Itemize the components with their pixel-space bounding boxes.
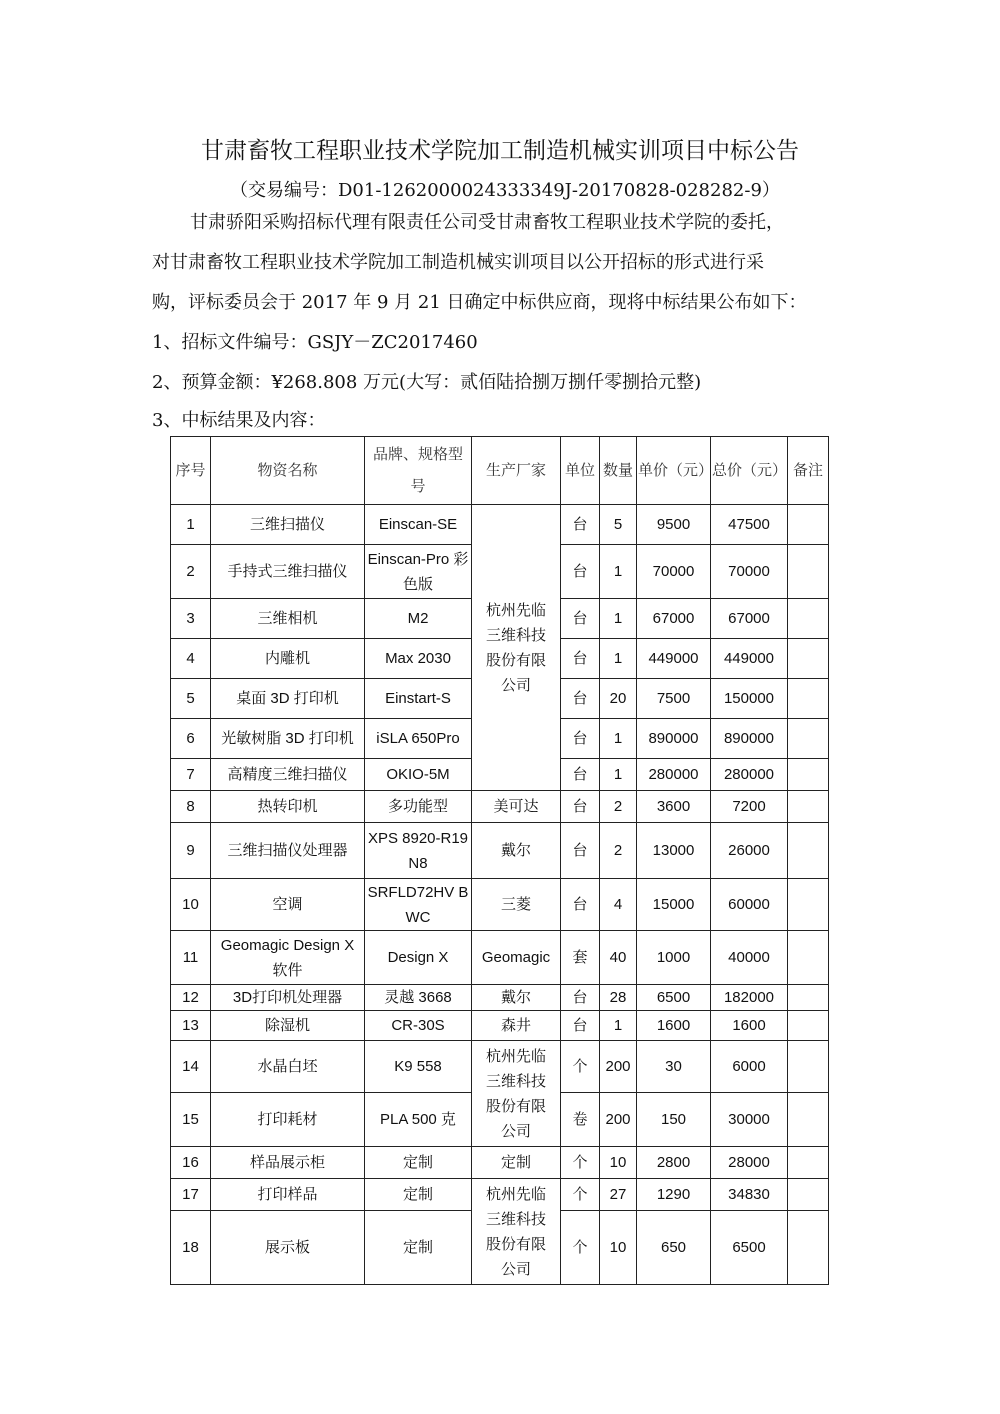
unit-price-cell: 650 — [637, 1211, 711, 1285]
table-row — [171, 505, 829, 545]
model-cell: K9 558 — [365, 1041, 472, 1093]
index-cell: 12 — [171, 985, 211, 1011]
manufacturer-cell: 杭州先临三维科技股份有限公司 — [472, 1041, 561, 1147]
column-header: 单价（元） — [637, 437, 711, 505]
manufacturer-cell: Geomagic — [472, 931, 561, 985]
quantity-cell: 27 — [600, 1179, 637, 1211]
paragraph-line: 购，评标委员会于 2017 年 9 月 21 日确定中标供应商，现将中标结果公布如下： — [152, 292, 807, 313]
index-cell: 10 — [171, 879, 211, 931]
quantity-cell: 2 — [600, 791, 637, 823]
remark-cell — [788, 1011, 829, 1041]
total-price-cell: 150000 — [711, 679, 788, 719]
quantity-cell: 1 — [600, 639, 637, 679]
unit-cell: 台 — [561, 599, 600, 639]
quantity-cell: 40 — [600, 931, 637, 985]
table-row — [171, 823, 829, 879]
item-name-cell: 打印耗材 — [211, 1093, 365, 1147]
index-cell: 9 — [171, 823, 211, 879]
result-heading: 3、中标结果及内容： — [152, 410, 326, 431]
model-cell: 定制 — [365, 1179, 472, 1211]
quantity-cell: 1 — [600, 1011, 637, 1041]
index-cell: 1 — [171, 505, 211, 545]
manufacturer-cell: 三菱 — [472, 879, 561, 931]
total-price-cell: 890000 — [711, 719, 788, 759]
index-cell: 18 — [171, 1211, 211, 1285]
remark-cell — [788, 1093, 829, 1147]
unit-cell: 个 — [561, 1041, 600, 1093]
trade-number: （交易编号：D01-1262000024333349J-20170828-028282-9） — [230, 180, 780, 201]
item-name-cell: 3D打印机处理器 — [211, 985, 365, 1011]
item-name-cell: Geomagic Design X 软件 — [211, 931, 365, 985]
unit-price-cell: 70000 — [637, 545, 711, 599]
unit-price-cell: 7500 — [637, 679, 711, 719]
index-cell: 15 — [171, 1093, 211, 1147]
item-name-cell: 三维扫描仪 — [211, 505, 365, 545]
column-header: 备注 — [788, 437, 829, 505]
unit-cell: 台 — [561, 985, 600, 1011]
remark-cell — [788, 1041, 829, 1093]
model-cell: XPS 8920-R19N8 — [365, 823, 472, 879]
index-cell: 5 — [171, 679, 211, 719]
index-cell: 2 — [171, 545, 211, 599]
table-row — [171, 1147, 829, 1179]
model-cell: Einstart-S — [365, 679, 472, 719]
remark-cell — [788, 791, 829, 823]
model-cell: iSLA 650Pro — [365, 719, 472, 759]
model-cell: SRFLD72HV BWC — [365, 879, 472, 931]
award-table — [170, 436, 829, 1285]
table-row — [171, 1011, 829, 1041]
unit-price-cell: 13000 — [637, 823, 711, 879]
remark-cell — [788, 505, 829, 545]
model-cell: CR-30S — [365, 1011, 472, 1041]
total-price-cell: 47500 — [711, 505, 788, 545]
index-cell: 8 — [171, 791, 211, 823]
remark-cell — [788, 679, 829, 719]
item-name-cell: 内雕机 — [211, 639, 365, 679]
model-cell: Max 2030 — [365, 639, 472, 679]
unit-cell: 台 — [561, 823, 600, 879]
model-cell: Design X — [365, 931, 472, 985]
budget-amount: 2、预算金额：¥268.808 万元(大写：贰佰陆拾捌万捌仟零捌拾元整) — [152, 372, 702, 393]
model-cell: PLA 500 克 — [365, 1093, 472, 1147]
unit-price-cell: 890000 — [637, 719, 711, 759]
quantity-cell: 10 — [600, 1211, 637, 1285]
quantity-cell: 1 — [600, 719, 637, 759]
table-row — [171, 1041, 829, 1093]
table-header-row — [171, 437, 829, 505]
remark-cell — [788, 545, 829, 599]
column-header: 单位 — [561, 437, 600, 505]
item-name-cell: 高精度三维扫描仪 — [211, 759, 365, 791]
unit-cell: 台 — [561, 879, 600, 931]
index-cell: 14 — [171, 1041, 211, 1093]
quantity-cell: 1 — [600, 759, 637, 791]
model-cell: M2 — [365, 599, 472, 639]
total-price-cell: 60000 — [711, 879, 788, 931]
quantity-cell: 2 — [600, 823, 637, 879]
total-price-cell: 40000 — [711, 931, 788, 985]
index-cell: 17 — [171, 1179, 211, 1211]
index-cell: 16 — [171, 1147, 211, 1179]
item-name-cell: 手持式三维扫描仪 — [211, 545, 365, 599]
quantity-cell: 200 — [600, 1093, 637, 1147]
manufacturer-cell: 森井 — [472, 1011, 561, 1041]
column-header: 序号 — [171, 437, 211, 505]
item-name-cell: 除湿机 — [211, 1011, 365, 1041]
unit-cell: 台 — [561, 545, 600, 599]
column-header: 生产厂家 — [472, 437, 561, 505]
unit-price-cell: 30 — [637, 1041, 711, 1093]
manufacturer-cell: 戴尔 — [472, 985, 561, 1011]
column-header: 数量 — [600, 437, 637, 505]
unit-price-cell: 1600 — [637, 1011, 711, 1041]
remark-cell — [788, 1147, 829, 1179]
quantity-cell: 1 — [600, 599, 637, 639]
paragraph-line: 甘肃骄阳采购招标代理有限责任公司受甘肃畜牧工程职业技术学院的委托， — [190, 212, 784, 233]
column-header: 品牌、规格型号 — [365, 437, 472, 505]
unit-cell: 台 — [561, 1011, 600, 1041]
unit-price-cell: 2800 — [637, 1147, 711, 1179]
total-price-cell: 34830 — [711, 1179, 788, 1211]
unit-cell: 台 — [561, 505, 600, 545]
unit-cell: 台 — [561, 759, 600, 791]
quantity-cell: 5 — [600, 505, 637, 545]
unit-price-cell: 67000 — [637, 599, 711, 639]
total-price-cell: 67000 — [711, 599, 788, 639]
total-price-cell: 182000 — [711, 985, 788, 1011]
model-cell: 灵越 3668 — [365, 985, 472, 1011]
page-title: 甘肃畜牧工程职业技术学院加工制造机械实训项目中标公告 — [201, 138, 799, 164]
unit-price-cell: 150 — [637, 1093, 711, 1147]
quantity-cell: 200 — [600, 1041, 637, 1093]
column-header: 物资名称 — [211, 437, 365, 505]
total-price-cell: 26000 — [711, 823, 788, 879]
total-price-cell: 30000 — [711, 1093, 788, 1147]
unit-cell: 卷 — [561, 1093, 600, 1147]
paragraph-line: 对甘肃畜牧工程职业技术学院加工制造机械实训项目以公开招标的形式进行采 — [152, 252, 764, 273]
index-cell: 3 — [171, 599, 211, 639]
item-name-cell: 空调 — [211, 879, 365, 931]
unit-price-cell: 449000 — [637, 639, 711, 679]
total-price-cell: 280000 — [711, 759, 788, 791]
index-cell: 7 — [171, 759, 211, 791]
item-name-cell: 展示板 — [211, 1211, 365, 1285]
table-row — [171, 931, 829, 985]
item-name-cell: 水晶白坯 — [211, 1041, 365, 1093]
unit-price-cell: 1000 — [637, 931, 711, 985]
index-cell: 4 — [171, 639, 211, 679]
manufacturer-cell: 美可达 — [472, 791, 561, 823]
unit-price-cell: 6500 — [637, 985, 711, 1011]
tender-doc-number: 1、招标文件编号：GSJY－ZC2017460 — [152, 332, 478, 353]
item-name-cell: 热转印机 — [211, 791, 365, 823]
unit-cell: 个 — [561, 1211, 600, 1285]
unit-cell: 个 — [561, 1179, 600, 1211]
unit-price-cell: 1290 — [637, 1179, 711, 1211]
unit-price-cell: 3600 — [637, 791, 711, 823]
remark-cell — [788, 879, 829, 931]
item-name-cell: 桌面 3D 打印机 — [211, 679, 365, 719]
column-header: 总价（元） — [711, 437, 788, 505]
unit-price-cell: 9500 — [637, 505, 711, 545]
model-cell: 定制 — [365, 1211, 472, 1285]
quantity-cell: 20 — [600, 679, 637, 719]
unit-cell: 台 — [561, 639, 600, 679]
item-name-cell: 三维扫描仪处理器 — [211, 823, 365, 879]
unit-cell: 台 — [561, 791, 600, 823]
manufacturer-cell: 戴尔 — [472, 823, 561, 879]
remark-cell — [788, 719, 829, 759]
unit-cell: 台 — [561, 679, 600, 719]
manufacturer-cell: 定制 — [472, 1147, 561, 1179]
remark-cell — [788, 1179, 829, 1211]
unit-cell: 个 — [561, 1147, 600, 1179]
model-cell: Einscan-SE — [365, 505, 472, 545]
quantity-cell: 4 — [600, 879, 637, 931]
quantity-cell: 10 — [600, 1147, 637, 1179]
remark-cell — [788, 931, 829, 985]
model-cell: 定制 — [365, 1147, 472, 1179]
remark-cell — [788, 823, 829, 879]
item-name-cell: 三维相机 — [211, 599, 365, 639]
remark-cell — [788, 759, 829, 791]
unit-price-cell: 15000 — [637, 879, 711, 931]
remark-cell — [788, 1211, 829, 1285]
manufacturer-cell: 杭州先临三维科技股份有限公司 — [472, 505, 561, 791]
index-cell: 13 — [171, 1011, 211, 1041]
item-name-cell: 样品展示柜 — [211, 1147, 365, 1179]
unit-price-cell: 280000 — [637, 759, 711, 791]
unit-cell: 套 — [561, 931, 600, 985]
total-price-cell: 6500 — [711, 1211, 788, 1285]
remark-cell — [788, 985, 829, 1011]
item-name-cell: 打印样品 — [211, 1179, 365, 1211]
quantity-cell: 28 — [600, 985, 637, 1011]
total-price-cell: 28000 — [711, 1147, 788, 1179]
index-cell: 6 — [171, 719, 211, 759]
manufacturer-cell: 杭州先临三维科技股份有限公司 — [472, 1179, 561, 1285]
remark-cell — [788, 599, 829, 639]
total-price-cell: 449000 — [711, 639, 788, 679]
table-row — [171, 879, 829, 931]
table-row — [171, 985, 829, 1011]
quantity-cell: 1 — [600, 545, 637, 599]
remark-cell — [788, 639, 829, 679]
model-cell: OKIO-5M — [365, 759, 472, 791]
model-cell: Einscan-Pro 彩色版 — [365, 545, 472, 599]
total-price-cell: 7200 — [711, 791, 788, 823]
total-price-cell: 70000 — [711, 545, 788, 599]
index-cell: 11 — [171, 931, 211, 985]
total-price-cell: 1600 — [711, 1011, 788, 1041]
item-name-cell: 光敏树脂 3D 打印机 — [211, 719, 365, 759]
unit-cell: 台 — [561, 719, 600, 759]
table-row — [171, 791, 829, 823]
table-row — [171, 1179, 829, 1211]
model-cell: 多功能型 — [365, 791, 472, 823]
total-price-cell: 6000 — [711, 1041, 788, 1093]
